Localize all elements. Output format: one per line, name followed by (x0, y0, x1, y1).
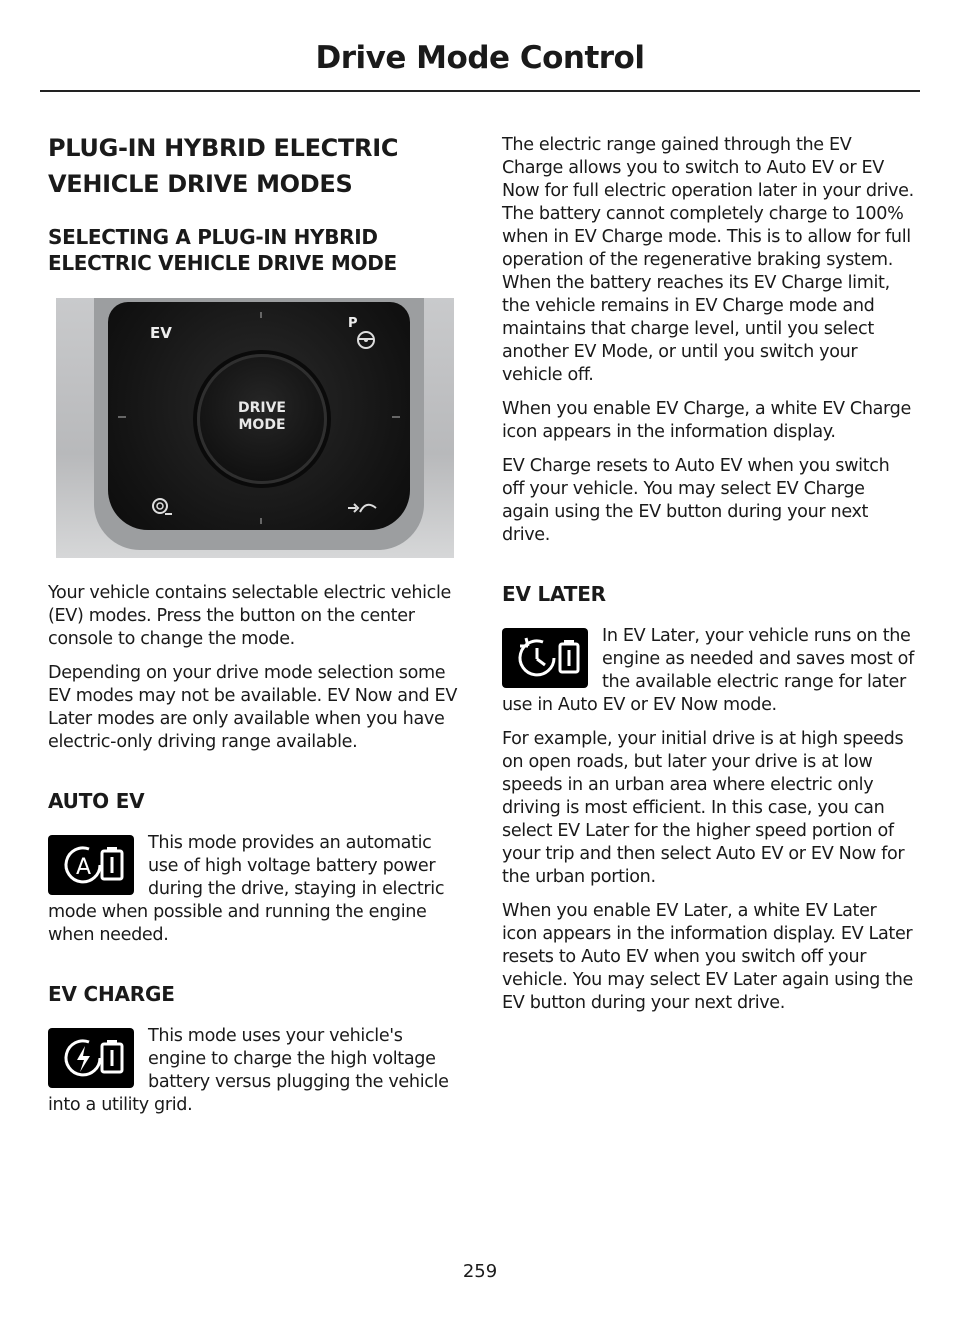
panel-tick (260, 312, 262, 318)
auto-ev-battery-icon (48, 835, 134, 895)
drive-mode-control-photo (56, 298, 454, 558)
knob-label (197, 400, 327, 434)
auto-ev-description: This mode provides an automatic use of high voltage battery power during the drive, staying in electric mode when possible and running the engine when needed. (48, 833, 445, 945)
ev-charge-paragraph-1: The electric range gained through the EV Charge allows you to switch to Auto EV or EV Now for full electric operation later in your drive. The battery cannot completely charge to 100% when in EV Charge mode. This is to allow for full operation of the regenerative braking system. When the battery reaches its EV Charge limit, the vehicle remains in EV Charge mode and maintains that charge level, until you select another EV Mode, or until you switch your vehicle off. (502, 135, 914, 385)
ev-charge-title: EV CHARGE (48, 982, 175, 1006)
section-title-line2: VEHICLE DRIVE MODES (48, 170, 353, 198)
ev-later-paragraph-1: For example, your initial drive is at high speeds on open roads, but later your drive is at low speeds in an urban area where electric only driving is most efficient. In this case, you can select EV Later for the higher speed portion of your trip and then select Auto EV or EV Now for the urban portion. (502, 729, 905, 887)
section-title-line1: PLUG-IN HYBRID ELECTRIC (48, 134, 399, 162)
hill-descent-icon (150, 494, 174, 518)
p-label: P (348, 316, 358, 331)
svg-text:A: A (76, 855, 92, 880)
ev-button-label: EV (150, 324, 172, 342)
ev-charge-paragraph-2: When you enable EV Charge, a white EV Charge icon appears in the information display. (502, 399, 911, 442)
ev-charge-battery-icon (48, 1028, 134, 1088)
section-title (48, 130, 460, 202)
panel-tick (392, 416, 400, 418)
intro-paragraph-2: Depending on your drive mode selection some EV modes may not be available. EV Now and EV Later modes are only available when you have electric-only driving range available. (48, 663, 458, 752)
trail-control-icon (346, 494, 380, 518)
header-divider (40, 90, 920, 92)
auto-ev-title: AUTO EV (48, 789, 145, 813)
subsection-title: SELECTING A PLUG-IN HYBRID ELECTRIC VEHICLE DRIVE MODE (48, 225, 397, 275)
knob-label-line2: MODE (238, 417, 286, 433)
page-number: 259 (462, 1261, 498, 1282)
ev-charge-paragraph-3: EV Charge resets to Auto EV when you switch off your vehicle. You may select EV Charge again using the EV button during your next drive. (502, 456, 890, 545)
panel-tick (260, 518, 262, 524)
panel-tick (118, 416, 126, 418)
steering-wheel-icon (354, 328, 378, 352)
ev-later-clock-battery-icon (502, 628, 588, 688)
right-column (502, 134, 916, 1026)
ev-later-description: In EV Later, your vehicle runs on the engine as needed and saves most of the available electric range for later use in Auto EV or EV Now mode. (502, 626, 914, 715)
intro-paragraph-1: Your vehicle contains selectable electric vehicle (EV) modes. Press the button on the center console to change the mode. (48, 583, 452, 649)
left-column (48, 130, 460, 1128)
ev-later-paragraph-2: When you enable EV Later, a white EV Later icon appears in the information display. EV Later resets to Auto EV when you switch off your vehicle. You may select EV Later again using the EV button during your next drive. (502, 901, 913, 1013)
ev-charge-description: This mode uses your vehicle's engine to charge the high voltage battery versus plugging the vehicle into a utility grid. (48, 1026, 449, 1115)
page-header-title: Drive Mode Control (315, 40, 645, 76)
ev-later-title: EV LATER (502, 582, 606, 606)
knob-label-line1: DRIVE (237, 400, 286, 416)
